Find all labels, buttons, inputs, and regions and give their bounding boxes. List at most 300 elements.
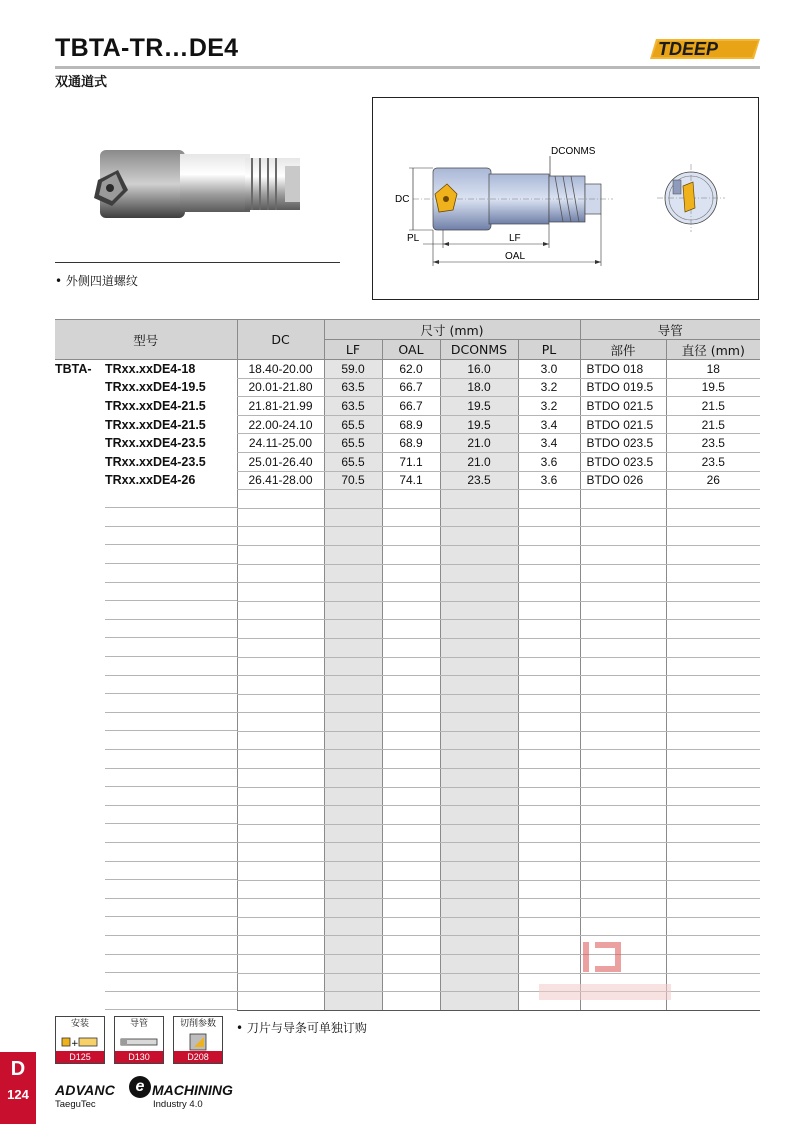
cell-diameter: 18 — [666, 360, 760, 379]
table-row — [55, 434, 760, 453]
cell-oal — [382, 676, 440, 695]
photo-divider — [55, 262, 340, 263]
table-row-empty — [55, 545, 760, 564]
cell-lf — [324, 824, 382, 843]
cell-oal — [382, 806, 440, 825]
guide-pad-icon — [119, 1033, 159, 1051]
logo-text-left: ADVANC — [55, 1082, 116, 1098]
cell-part — [580, 564, 666, 583]
cell-oal: 68.9 — [382, 434, 440, 453]
cell-dc: 24.11-25.00 — [237, 434, 324, 453]
cell-diameter — [666, 769, 760, 788]
cell-part — [580, 657, 666, 676]
cell-part: BTDO 026 — [580, 471, 666, 490]
col-pl: PL — [518, 340, 580, 360]
cell-dc — [237, 750, 324, 769]
cell-diameter — [666, 880, 760, 899]
cell-diameter — [666, 843, 760, 862]
cell-lf — [324, 862, 382, 881]
cell-diameter — [666, 899, 760, 918]
cell-model — [55, 824, 237, 843]
cell-pl — [518, 769, 580, 788]
label-dconms: DCONMS — [551, 146, 596, 157]
legend-ref: D125 — [56, 1051, 104, 1063]
cell-part — [580, 620, 666, 639]
advance-machining-logo — [55, 1078, 233, 1112]
cell-dconms — [440, 843, 518, 862]
logo-text-right: MACHINING — [152, 1082, 233, 1098]
table-row-empty — [55, 657, 760, 676]
cell-oal — [382, 713, 440, 732]
cell-model — [55, 397, 237, 416]
cell-oal — [382, 917, 440, 936]
cell-model — [55, 508, 237, 527]
cell-dc — [237, 564, 324, 583]
cell-part — [580, 638, 666, 657]
cell-dconms — [440, 862, 518, 881]
cell-oal — [382, 508, 440, 527]
cell-diameter — [666, 545, 760, 564]
cell-model — [55, 769, 237, 788]
cell-dc: 26.41-28.00 — [237, 471, 324, 490]
cell-part — [580, 843, 666, 862]
cell-dconms — [440, 620, 518, 639]
cell-dc: 25.01-26.40 — [237, 452, 324, 471]
cell-lf: 59.0 — [324, 360, 382, 379]
cell-oal — [382, 564, 440, 583]
cell-dc — [237, 545, 324, 564]
cell-dc — [237, 527, 324, 546]
cell-part — [580, 880, 666, 899]
cell-diameter — [666, 638, 760, 657]
cell-model — [55, 806, 237, 825]
model-code: TRxx.xxDE4-19.5 — [105, 380, 206, 395]
cell-lf — [324, 564, 382, 583]
cell-pl — [518, 620, 580, 639]
cell-diameter — [666, 713, 760, 732]
cell-dc — [237, 824, 324, 843]
cell-model — [55, 787, 237, 806]
cell-diameter — [666, 620, 760, 639]
cell-oal — [382, 657, 440, 676]
label-pl: PL — [407, 233, 420, 244]
cell-pl — [518, 824, 580, 843]
cell-pl — [518, 731, 580, 750]
cell-diameter — [666, 992, 760, 1011]
cell-dconms — [440, 899, 518, 918]
cell-part: BTDO 021.5 — [580, 397, 666, 416]
cell-oal — [382, 824, 440, 843]
cell-oal — [382, 992, 440, 1011]
cell-model — [55, 899, 237, 918]
cell-part — [580, 583, 666, 602]
table-row-empty — [55, 508, 760, 527]
cell-oal — [382, 527, 440, 546]
cell-part: BTDO 021.5 — [580, 415, 666, 434]
cell-lf — [324, 620, 382, 639]
legend-ref: D130 — [115, 1051, 163, 1063]
cell-dconms: 21.0 — [440, 434, 518, 453]
cell-model — [55, 583, 237, 602]
cell-oal — [382, 936, 440, 955]
col-diameter: 直径 (mm) — [666, 340, 760, 360]
cell-pl — [518, 564, 580, 583]
col-part: 部件 — [580, 340, 666, 360]
cell-dconms: 21.0 — [440, 452, 518, 471]
cell-pl: 3.4 — [518, 415, 580, 434]
cell-diameter: 23.5 — [666, 452, 760, 471]
cell-diameter: 26 — [666, 471, 760, 490]
cell-diameter: 21.5 — [666, 397, 760, 416]
cell-lf: 65.5 — [324, 434, 382, 453]
cell-dc: 21.81-21.99 — [237, 397, 324, 416]
cell-model — [55, 880, 237, 899]
cell-model — [55, 434, 237, 453]
cell-pl — [518, 583, 580, 602]
cell-diameter — [666, 917, 760, 936]
cell-model — [55, 843, 237, 862]
cell-lf — [324, 769, 382, 788]
col-lf: LF — [324, 340, 382, 360]
cell-oal — [382, 899, 440, 918]
cell-dc — [237, 731, 324, 750]
legend-ref: D208 — [174, 1051, 222, 1063]
cell-dconms — [440, 731, 518, 750]
cell-dc — [237, 694, 324, 713]
cell-lf — [324, 638, 382, 657]
cell-oal — [382, 880, 440, 899]
cell-dc — [237, 508, 324, 527]
title-divider — [55, 66, 760, 69]
cell-model — [55, 620, 237, 639]
cell-pl — [518, 508, 580, 527]
cell-dconms: 19.5 — [440, 415, 518, 434]
legend-label: 安装 — [70, 1019, 89, 1029]
cell-lf — [324, 750, 382, 769]
cell-pl: 3.2 — [518, 397, 580, 416]
cell-dconms — [440, 676, 518, 695]
cell-oal: 71.1 — [382, 452, 440, 471]
section-tab — [0, 1052, 36, 1124]
table-row-empty — [55, 564, 760, 583]
cell-model — [55, 862, 237, 881]
table-row-empty — [55, 490, 760, 509]
cell-dc — [237, 843, 324, 862]
cell-lf: 65.5 — [324, 415, 382, 434]
cell-part — [580, 824, 666, 843]
cell-part — [580, 676, 666, 695]
cell-model — [55, 378, 237, 397]
product-photo — [80, 140, 310, 240]
table-row-empty — [55, 620, 760, 639]
cell-diameter — [666, 490, 760, 509]
cell-pl — [518, 638, 580, 657]
cell-dconms: 16.0 — [440, 360, 518, 379]
cell-lf — [324, 713, 382, 732]
legend-guide-pad[interactable] — [114, 1016, 164, 1064]
table-row-empty — [55, 731, 760, 750]
table-row-empty — [55, 638, 760, 657]
order-note: • 刀片与导条可单独订购 — [236, 1021, 367, 1035]
cell-dconms — [440, 917, 518, 936]
feature-note: • 外侧四道螺纹 — [55, 274, 138, 288]
cell-pl — [518, 657, 580, 676]
model-code: TRxx.xxDE4-23.5 — [105, 436, 206, 451]
reference-legend — [55, 1016, 223, 1064]
cell-part: BTDO 019.5 — [580, 378, 666, 397]
cell-lf — [324, 955, 382, 974]
cell-dc — [237, 917, 324, 936]
cell-oal — [382, 490, 440, 509]
cell-dc — [237, 713, 324, 732]
cell-part — [580, 490, 666, 509]
cell-model — [55, 936, 237, 955]
table-row — [55, 471, 760, 490]
cell-oal: 74.1 — [382, 471, 440, 490]
cell-dc — [237, 676, 324, 695]
cell-pl — [518, 694, 580, 713]
table-row-empty — [55, 843, 760, 862]
table-row-empty — [55, 769, 760, 788]
cutting-data-icon — [178, 1033, 218, 1051]
table-row-empty — [55, 750, 760, 769]
table-row — [55, 452, 760, 471]
cell-dc — [237, 583, 324, 602]
cell-oal — [382, 731, 440, 750]
watermark-logo — [535, 940, 675, 1010]
cell-lf — [324, 545, 382, 564]
cell-diameter — [666, 955, 760, 974]
cell-dc — [237, 880, 324, 899]
table-row-empty — [55, 601, 760, 620]
cell-dconms — [440, 806, 518, 825]
cell-pl — [518, 843, 580, 862]
cell-dconms — [440, 508, 518, 527]
cell-dconms — [440, 638, 518, 657]
model-code: TRxx.xxDE4-18 — [105, 362, 196, 377]
tdeep-logo — [648, 36, 762, 62]
cell-pl — [518, 601, 580, 620]
cell-dconms — [440, 936, 518, 955]
cell-pl — [518, 787, 580, 806]
col-group-dimensions: 尺寸 (mm) — [324, 320, 580, 340]
cell-lf — [324, 917, 382, 936]
cell-pl — [518, 917, 580, 936]
cell-model — [55, 992, 237, 1011]
cell-oal — [382, 769, 440, 788]
cell-oal: 66.7 — [382, 397, 440, 416]
cell-dconms — [440, 955, 518, 974]
dimension-diagram — [372, 97, 759, 300]
cell-lf — [324, 694, 382, 713]
cell-model — [55, 973, 237, 992]
cell-dconms — [440, 657, 518, 676]
cell-pl: 3.0 — [518, 360, 580, 379]
installation-icon — [60, 1033, 100, 1051]
cell-part — [580, 713, 666, 732]
model-code: TRxx.xxDE4-21.5 — [105, 417, 206, 432]
cell-lf: 63.5 — [324, 378, 382, 397]
cell-dc — [237, 992, 324, 1011]
cell-dconms — [440, 824, 518, 843]
logo-company: TaeguTec — [55, 1099, 96, 1110]
cell-diameter — [666, 824, 760, 843]
cell-model — [55, 415, 237, 434]
cell-dconms — [440, 694, 518, 713]
page-number: 124 — [7, 1087, 29, 1102]
cell-diameter — [666, 583, 760, 602]
cell-model — [55, 676, 237, 695]
cell-diameter — [666, 787, 760, 806]
cell-dconms — [440, 583, 518, 602]
cell-pl — [518, 527, 580, 546]
cell-dc — [237, 620, 324, 639]
cell-dc — [237, 862, 324, 881]
cell-model — [55, 917, 237, 936]
cell-part: BTDO 018 — [580, 360, 666, 379]
col-group-guide: 导管 — [580, 320, 760, 340]
model-code: TRxx.xxDE4-23.5 — [105, 454, 206, 469]
cell-lf — [324, 899, 382, 918]
cell-model — [55, 527, 237, 546]
cell-part — [580, 731, 666, 750]
section-letter: D — [10, 1058, 26, 1080]
page-subtitle: 双通道式 — [55, 75, 108, 90]
cell-oal: 62.0 — [382, 360, 440, 379]
cell-part — [580, 769, 666, 788]
cell-dconms: 18.0 — [440, 378, 518, 397]
cell-pl: 3.2 — [518, 378, 580, 397]
table-row-empty — [55, 713, 760, 732]
cell-dc — [237, 769, 324, 788]
cell-part — [580, 527, 666, 546]
table-row — [55, 360, 760, 379]
cell-diameter — [666, 676, 760, 695]
cell-pl — [518, 713, 580, 732]
cell-dconms — [440, 750, 518, 769]
legend-installation[interactable] — [55, 1016, 105, 1064]
table-row-empty — [55, 583, 760, 602]
table-row-empty — [55, 806, 760, 825]
cell-diameter — [666, 694, 760, 713]
cell-model — [55, 731, 237, 750]
cell-model — [55, 471, 237, 490]
cell-part — [580, 862, 666, 881]
cell-dconms — [440, 490, 518, 509]
cell-dconms — [440, 601, 518, 620]
cell-dc: 22.00-24.10 — [237, 415, 324, 434]
cell-dc: 18.40-20.00 — [237, 360, 324, 379]
cell-oal — [382, 955, 440, 974]
table-row — [55, 397, 760, 416]
cell-lf: 65.5 — [324, 452, 382, 471]
cell-pl — [518, 676, 580, 695]
label-oal: OAL — [505, 251, 526, 262]
cell-dc — [237, 806, 324, 825]
cell-dc — [237, 657, 324, 676]
cell-part — [580, 508, 666, 527]
cell-oal — [382, 583, 440, 602]
cell-part — [580, 694, 666, 713]
legend-cutting-data[interactable] — [173, 1016, 223, 1064]
table-row-empty — [55, 824, 760, 843]
table-row-empty — [55, 917, 760, 936]
cell-pl — [518, 806, 580, 825]
cell-lf — [324, 973, 382, 992]
cell-part — [580, 545, 666, 564]
label-dc: DC — [395, 194, 410, 205]
cell-dconms: 23.5 — [440, 471, 518, 490]
cell-lf — [324, 601, 382, 620]
cell-model — [55, 657, 237, 676]
cell-oal: 68.9 — [382, 415, 440, 434]
table-row — [55, 415, 760, 434]
cell-lf: 70.5 — [324, 471, 382, 490]
cell-oal — [382, 601, 440, 620]
cell-diameter: 23.5 — [666, 434, 760, 453]
cell-oal — [382, 694, 440, 713]
cell-pl — [518, 545, 580, 564]
cell-part — [580, 899, 666, 918]
cell-lf — [324, 657, 382, 676]
cell-dc — [237, 787, 324, 806]
cell-diameter: 21.5 — [666, 415, 760, 434]
cell-part: BTDO 023.5 — [580, 434, 666, 453]
page-title: TBTA-TR…DE4 — [55, 34, 239, 62]
cell-oal: 66.7 — [382, 378, 440, 397]
cell-oal — [382, 843, 440, 862]
cell-lf — [324, 508, 382, 527]
cell-lf: 63.5 — [324, 397, 382, 416]
cell-dconms — [440, 787, 518, 806]
cell-dconms — [440, 713, 518, 732]
cell-dconms — [440, 527, 518, 546]
cell-dc — [237, 973, 324, 992]
brand-text: TDEEP — [658, 39, 719, 59]
model-prefix: TBTA- — [55, 362, 92, 377]
cell-part — [580, 750, 666, 769]
cell-part — [580, 787, 666, 806]
cell-dc — [237, 638, 324, 657]
table-row-empty — [55, 676, 760, 695]
cell-pl — [518, 490, 580, 509]
cell-diameter — [666, 657, 760, 676]
cell-lf — [324, 731, 382, 750]
cell-dc — [237, 899, 324, 918]
cell-oal — [382, 638, 440, 657]
cell-diameter — [666, 750, 760, 769]
col-oal: OAL — [382, 340, 440, 360]
cell-model — [55, 750, 237, 769]
cell-model — [55, 694, 237, 713]
cell-diameter — [666, 527, 760, 546]
cell-model — [55, 452, 237, 471]
cell-pl — [518, 750, 580, 769]
cell-pl — [518, 880, 580, 899]
cell-model — [55, 545, 237, 564]
cell-lf — [324, 676, 382, 695]
cell-part — [580, 917, 666, 936]
cell-lf — [324, 936, 382, 955]
cell-dconms: 19.5 — [440, 397, 518, 416]
cell-diameter — [666, 973, 760, 992]
table-row-empty — [55, 527, 760, 546]
legend-label: 导管 — [129, 1019, 148, 1029]
cell-diameter — [666, 731, 760, 750]
spec-table — [55, 319, 760, 1011]
table-row-empty — [55, 694, 760, 713]
legend-label: 切削参数 — [179, 1019, 216, 1029]
